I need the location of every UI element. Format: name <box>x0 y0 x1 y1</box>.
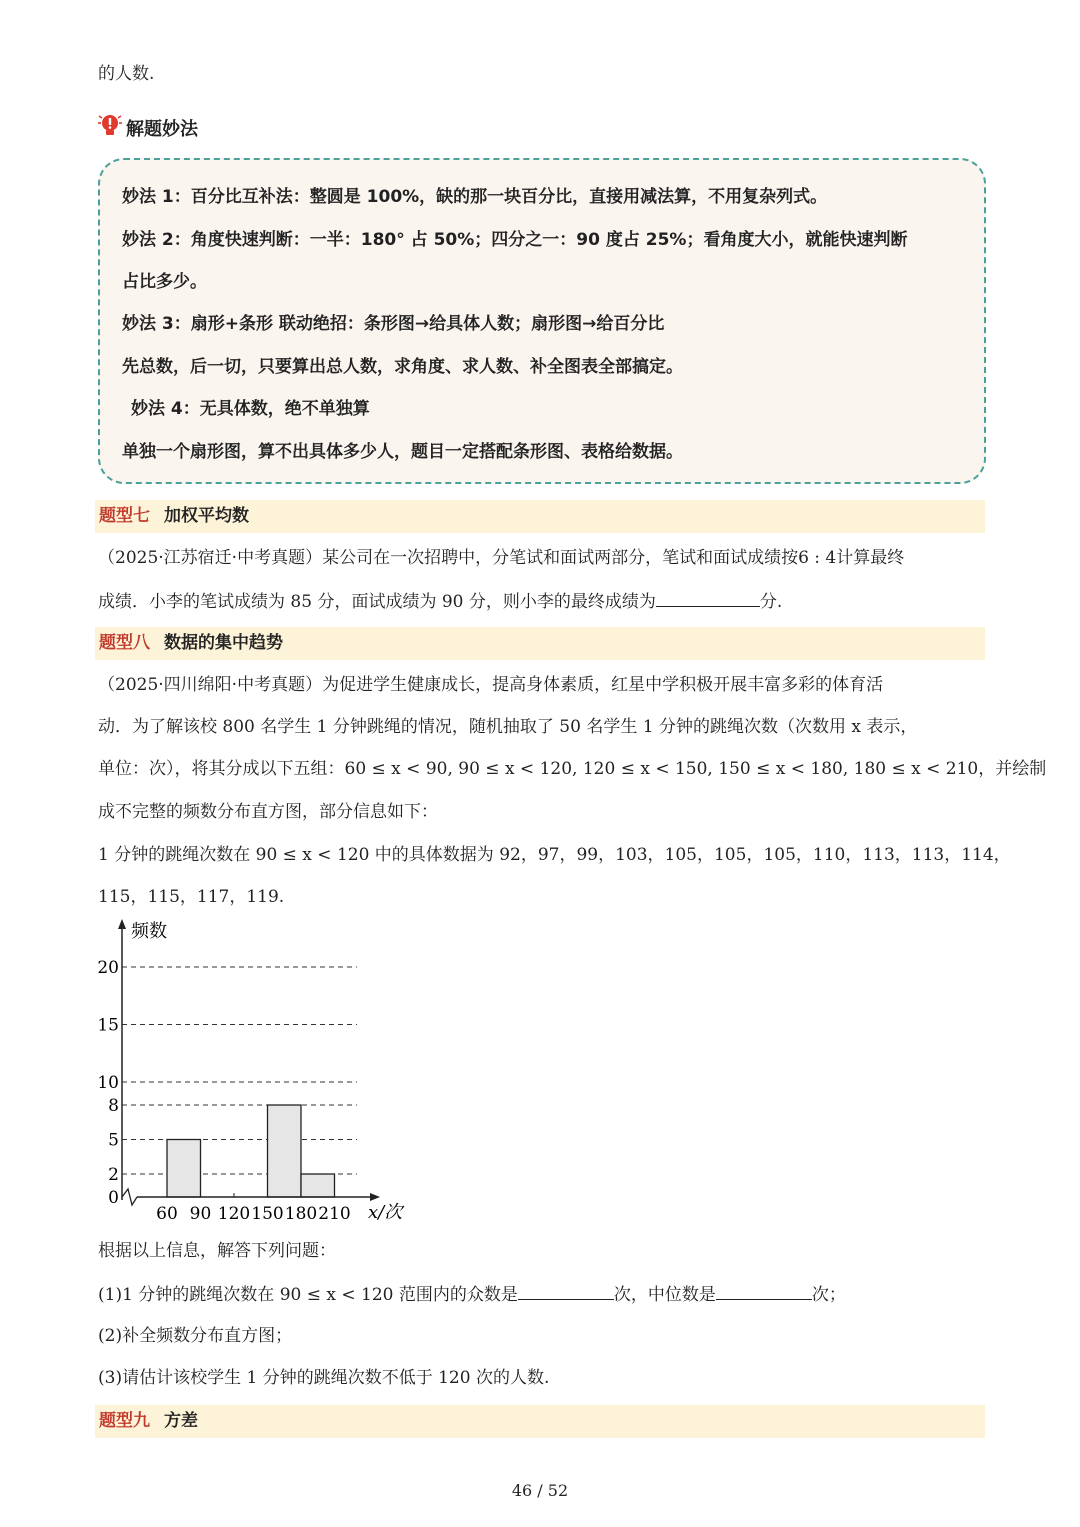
histogram-bar <box>167 1140 201 1198</box>
section-name: 方差 <box>164 1411 198 1431</box>
tip-line: 先总数，后一切，只要算出总人数，求角度、求人数、补全图表全部搞定。 <box>122 357 683 377</box>
question-text-part: (1)1 分钟的跳绳次数在 90 ≤ x < 120 范围内的众数是 <box>98 1285 518 1305</box>
tip-line: 妙法 4：无具体数，绝不单独算 <box>131 399 370 419</box>
histogram-bar <box>268 1105 302 1197</box>
section-header-9 <box>95 1405 985 1438</box>
histogram-bar <box>301 1174 335 1197</box>
x-tick-label: 120 <box>217 1204 251 1224</box>
answer-blank-median[interactable] <box>716 1281 812 1300</box>
y-tick-label: 2 <box>108 1165 119 1185</box>
question-text: 成不完整的频数分布直方图，部分信息如下： <box>98 802 438 822</box>
question-text: （2025·江苏宿迁·中考真题）某公司在一次招聘中，分笔试和面试两部分，笔试和面试成绩按6 : 4计算最终 <box>98 548 905 568</box>
answer-blank[interactable] <box>656 588 760 607</box>
section-header-8 <box>95 627 985 660</box>
question-text-part: 成绩．小李的笔试成绩为 85 分，面试成绩为 90 分，则小李的最终成绩为 <box>98 592 656 612</box>
section-name: 数据的集中趋势 <box>164 633 283 653</box>
question-text: 单位：次），将其分成以下五组：60 ≤ x < 90, 90 ≤ x < 120, 120 ≤ x < 150, 150 ≤ x < 180, 180 ≤ x < 210，并绘制 <box>98 759 1047 779</box>
lightbulb-icon <box>98 112 122 143</box>
page-number: 46 / 52 <box>511 1481 569 1500</box>
question-text-part: 分. <box>759 592 783 612</box>
tip-line: 妙法 3：扇形+条形 联动绝招：条形图→给具体人数；扇形图→给百分比 <box>122 314 665 334</box>
y-axis-arrow <box>118 919 126 929</box>
x-tick-label: 180 <box>284 1204 318 1224</box>
y-tick-label: 0 <box>108 1188 119 1208</box>
question-text: 根据以上信息，解答下列问题： <box>98 1241 336 1261</box>
x-tick-label: 60 <box>156 1204 178 1224</box>
tips-title: 解题妙法 <box>126 118 198 140</box>
question-2: (2)补全频数分布直方图； <box>98 1326 293 1346</box>
question-text: 动．为了解该校 800 名学生 1 分钟跳绳的情况，随机抽取了 50 名学生 1 分钟的跳绳次数（次数用 x 表示， <box>98 717 918 737</box>
question-3: (3)请估计该校学生 1 分钟的跳绳次数不低于 120 次的人数. <box>98 1368 550 1388</box>
x-tick-label: 90 <box>189 1204 212 1224</box>
tip-line: 妙法 2：角度快速判断：一半：180° 占 50%；四分之一：90 度占 25%；看角度大小，就能快速判断 <box>122 230 908 250</box>
x-axis-label: x/次 <box>368 1202 403 1223</box>
tip-line: 单独一个扇形图，算不出具体多少人，题目一定搭配条形图、表格给数据。 <box>122 442 683 462</box>
question-text-part: 次，中位数是 <box>613 1285 716 1305</box>
x-tick-label: 210 <box>318 1204 351 1224</box>
tips-heading <box>98 112 198 143</box>
x-tick-label: 150 <box>251 1204 284 1224</box>
question-1 <box>98 1281 846 1307</box>
question-text <box>98 588 782 614</box>
section-header-7 <box>95 500 985 533</box>
tip-line: 占比多少。 <box>122 272 207 292</box>
y-tick-label: 15 <box>97 1015 119 1036</box>
section-tag: 题型八 <box>99 633 150 653</box>
y-axis-label: 频数 <box>131 921 167 942</box>
tip-line: 妙法 1：百分比互补法：整圆是 100%，缺的那一块百分比，直接用减法算，不用复杂列式。 <box>122 187 828 207</box>
question-text: （2025·四川绵阳·中考真题）为促进学生健康成长，提高身体素质，红星中学积极开展丰富多彩的体育活 <box>98 675 884 695</box>
section-name: 加权平均数 <box>164 506 249 526</box>
question-text: 1 分钟的跳绳次数在 90 ≤ x < 120 中的具体数据为 92，97，99，103，105，105，105，110，113，113，114， <box>98 845 1011 865</box>
axis-break <box>122 1189 137 1205</box>
question-text: 115，115，117，119. <box>98 887 285 907</box>
y-tick-label: 8 <box>108 1096 119 1116</box>
section-tag: 题型七 <box>99 506 150 526</box>
text-fragment: 的人数. <box>98 64 155 84</box>
histogram-chart <box>95 915 425 1230</box>
y-tick-label: 20 <box>97 958 119 978</box>
question-text-part: 次； <box>811 1285 846 1305</box>
x-axis-arrow <box>370 1193 380 1201</box>
answer-blank-mode[interactable] <box>518 1281 614 1300</box>
y-tick-label: 10 <box>97 1073 119 1093</box>
y-tick-label: 5 <box>108 1130 119 1151</box>
section-tag: 题型九 <box>99 1411 150 1431</box>
